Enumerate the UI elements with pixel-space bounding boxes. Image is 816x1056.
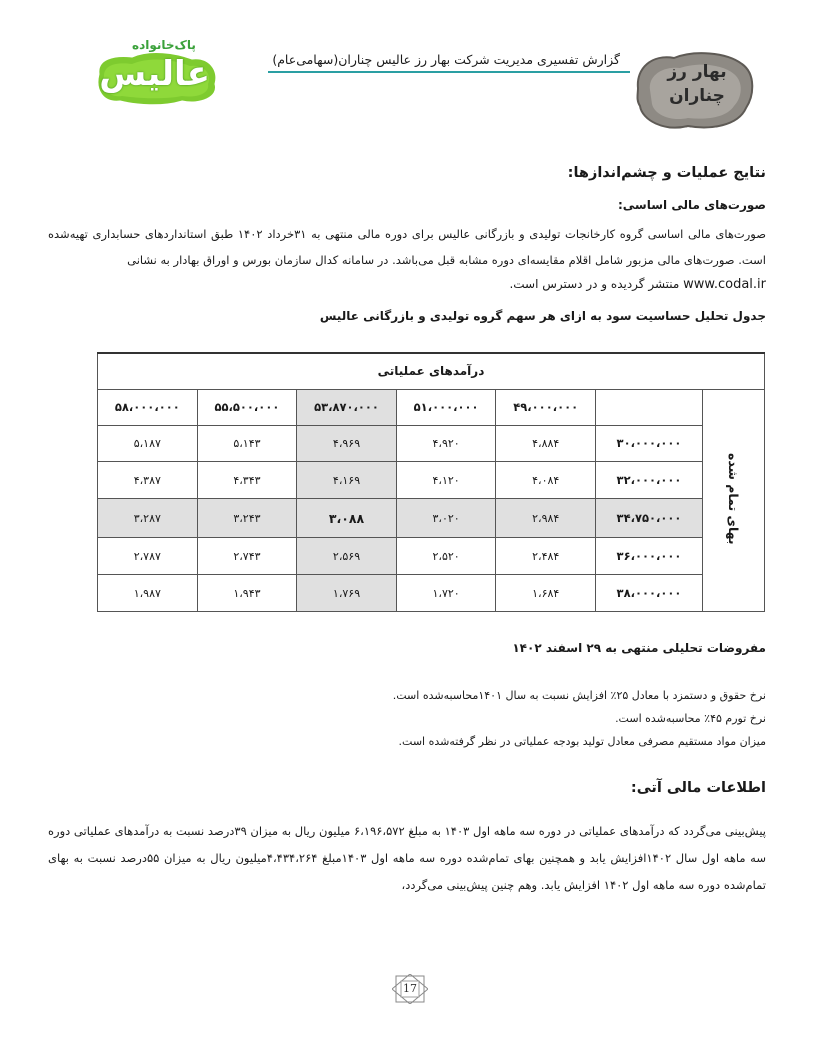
table-cell: ۴،۸۸۴ <box>496 425 596 462</box>
assumptions-list <box>393 684 766 753</box>
codal-suffix: منتشر گردیده و در دسترس است. <box>509 277 684 291</box>
table-cell: ۲،۵۶۹ <box>297 538 397 575</box>
future-info-title: اطلاعات مالی آتی: <box>630 780 766 796</box>
table-cell-base-case: ۳،۰۸۸ <box>297 499 397 538</box>
bahar-roz-logo <box>634 48 756 132</box>
table-cell: ۴،۹۶۹ <box>297 425 397 462</box>
page-number-badge <box>392 974 428 1004</box>
page-number: 17 <box>403 982 417 995</box>
assumptions-title: مفروضات تحلیلی منتهی به ۲۹ اسفند ۱۴۰۲ <box>512 641 766 655</box>
row-header: ۳۸،۰۰۰،۰۰۰ <box>596 575 703 612</box>
header-title: گزارش تفسیری مدیریت شرکت بهار رز عالیس چناران(سهامی‌عام) <box>272 52 620 67</box>
table-cell: ۱،۹۸۷ <box>98 575 198 612</box>
table-cell: ۲،۷۸۷ <box>98 538 198 575</box>
table-cell: ۲،۷۴۳ <box>197 538 297 575</box>
table-caption: جدول تحلیل حساسیت سود به ازای هر سهم گروه تولیدی و بازرگانی عالیس <box>319 309 766 323</box>
table-cell: ۴،۱۲۰ <box>396 462 496 499</box>
column-header: ۵۵،۵۰۰،۰۰۰ <box>197 389 297 425</box>
table-cell: ۵،۱۴۳ <box>197 425 297 462</box>
alis-logo-wordmark: عالیس <box>99 54 210 94</box>
table-cell: ۴،۰۸۴ <box>496 462 596 499</box>
header-rule <box>268 71 630 73</box>
table-row-highlighted <box>98 499 765 538</box>
assumption-item: میزان مواد مستقیم مصرفی معادل تولید بودجه عملیاتی در نظر گرفته‌شده است. <box>398 735 766 748</box>
row-header: ۳۰،۰۰۰،۰۰۰ <box>596 425 703 462</box>
table-cell: ۲،۹۸۴ <box>496 499 596 538</box>
column-header: ۵۱،۰۰۰،۰۰۰ <box>396 389 496 425</box>
table-row <box>98 575 765 612</box>
table-cell: ۱،۷۶۹ <box>297 575 397 612</box>
column-header: ۴۹،۰۰۰،۰۰۰ <box>496 389 596 425</box>
table-cell: ۱،۷۲۰ <box>396 575 496 612</box>
financial-statements-paragraph: صورت‌های مالی اساسی گروه کارخانجات تولیدی و بازرگانی عالیس برای دوره مالی منتهی به ۳۱خرداد ۱۴۰۲ طبق استانداردهای حسابداری تهیه‌شده است. صورت‌های مالی مزبور شامل اقلام مقایسه‌ای دوره مشابه قبل می‌باشد. در سامانه کدال سازمان بورس و اوراق بهادار به نشانی <box>48 227 766 267</box>
table-cell: ۳،۰۲۰ <box>396 499 496 538</box>
table-side-header <box>703 389 765 612</box>
table-side-header-text: بهای تمام شده <box>726 452 741 545</box>
bahar-roz-wordmark: بهار رز <box>667 62 727 82</box>
future-info-paragraph: پیش‌بینی می‌گردد که درآمدهای عملیاتی در دوره سه ماهه اول ۱۴۰۳ به مبلغ ۶،۱۹۶،۵۷۲ میلیون ریال به میزان ۳۹درصد نسبت به درآمدهای عملیاتی دوره سه ماهه اول سال ۱۴۰۲افزایش یابد و همچنین بهای تمام‌شده دوره سه ماهه اول ۱۴۰۳مبلغ ۴،۴۳۴،۲۶۴میلیون ریال به میزان ۵۵درصد نسبت به بهای تمام‌شده دوره سه ماهه اول ۱۴۰۲ افزایش یابد. وهم چنین پیش‌بینی می‌گردد، <box>48 824 766 892</box>
assumption-item: نرخ حقوق و دستمزد با معادل ۲۵٪ افزایش نسبت به سال ۱۴۰۱محاسبه‌شده است. <box>392 689 766 702</box>
alis-logo <box>92 40 222 108</box>
section-title-results: نتایج عملیات و چشم‌اندازها: <box>567 165 766 181</box>
column-header: ۵۸،۰۰۰،۰۰۰ <box>98 389 198 425</box>
alis-logo-tagline: پاک‌خانواده <box>132 38 196 52</box>
row-header: ۳۲،۰۰۰،۰۰۰ <box>596 462 703 499</box>
codal-line <box>509 277 766 292</box>
table-row <box>98 425 765 462</box>
table-cell: ۴،۳۴۳ <box>197 462 297 499</box>
table-cell: ۴،۱۶۹ <box>297 462 397 499</box>
table-cell: ۵،۱۸۷ <box>98 425 198 462</box>
row-header: ۳۴،۷۵۰،۰۰۰ <box>596 499 703 538</box>
table-cell: ۴،۳۸۷ <box>98 462 198 499</box>
sensitivity-table <box>97 352 765 612</box>
codal-link[interactable]: www.codal.ir <box>683 277 766 292</box>
table-top-header: درآمدهای عملیاتی <box>98 353 765 389</box>
subtitle-financial-statements: صورت‌های مالی اساسی: <box>617 198 766 212</box>
table-row <box>98 462 765 499</box>
row-header: ۳۶،۰۰۰،۰۰۰ <box>596 538 703 575</box>
column-header: ۵۳،۸۷۰،۰۰۰ <box>297 389 397 425</box>
table-corner-cell <box>596 389 703 425</box>
table-cell: ۲،۵۲۰ <box>396 538 496 575</box>
table-cell: ۴،۹۲۰ <box>396 425 496 462</box>
table-row <box>98 538 765 575</box>
table-cell: ۲،۴۸۴ <box>496 538 596 575</box>
table-cell: ۱،۹۴۳ <box>197 575 297 612</box>
table-cell: ۱،۶۸۴ <box>496 575 596 612</box>
assumption-item: نرخ تورم ۴۵٪ محاسبه‌شده است. <box>615 712 766 725</box>
bahar-roz-subtitle: چناران <box>669 86 725 106</box>
table-cell: ۳،۲۴۳ <box>197 499 297 538</box>
table-cell: ۳،۲۸۷ <box>98 499 198 538</box>
